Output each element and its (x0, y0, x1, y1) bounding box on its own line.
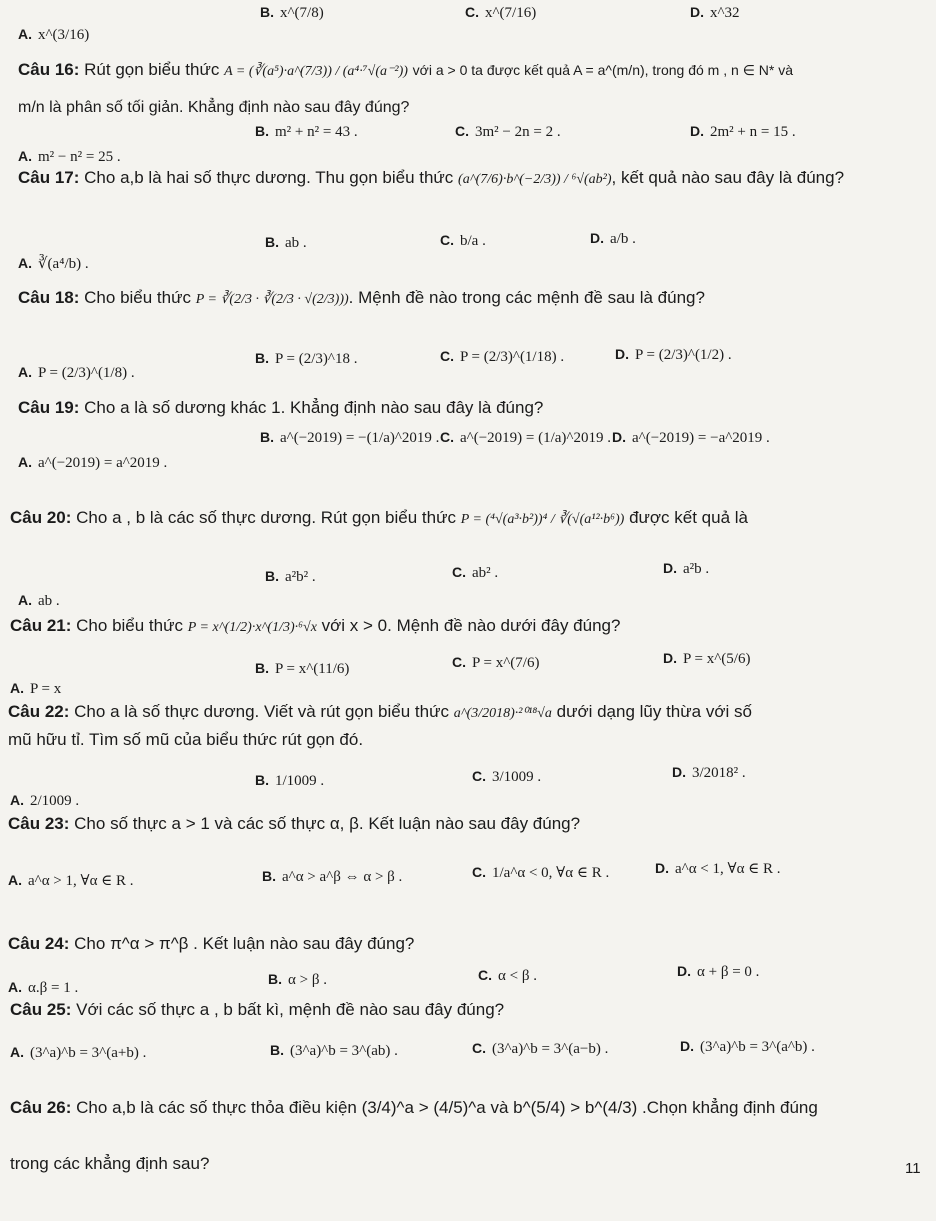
q23-stem (8, 814, 580, 834)
q22-continuation: mũ hữu tỉ. Tìm số mũ của biểu thức rút gọn đó. (8, 730, 364, 749)
q18-text: Cho biểu thức (84, 288, 191, 307)
q17-option-d[interactable]: D. a/b . (590, 230, 636, 247)
q20-stem (10, 508, 748, 530)
q24-text: Cho π^α > π^β . Kết luận nào sau đây đúng? (74, 934, 415, 953)
q26-text: Cho a,b là các số thực thỏa điều kiện (3/4)^a > (4/5)^a và b^(5/4) > b^(4/3) .Chọn khẳng định đúng (76, 1098, 818, 1117)
q19-stem (18, 398, 543, 418)
q25-option-b[interactable]: B. (3^a)^b = 3^(ab) . (270, 1042, 398, 1059)
q23-option-b[interactable]: B. a^α > a^β ⇔ α > β . (262, 868, 403, 885)
q17-option-a[interactable]: A. ∛(a⁴/b) . (18, 255, 89, 272)
q26-label: Câu 26: (10, 1098, 72, 1117)
q17-option-c[interactable]: C. b/a . (440, 232, 486, 249)
q22-text: Cho a là số thực dương. Viết và rút gọn biểu thức (74, 702, 449, 721)
q22-option-c[interactable]: C. 3/1009 . (472, 768, 542, 785)
q15-option-b[interactable]: B. x^(7/8) (260, 4, 324, 21)
q18-option-b[interactable]: B. P = (2/3)^18 . (255, 350, 358, 367)
q18-formula: P = ∛(2/3 · ∛(2/3 · √(2/3))) (195, 292, 349, 307)
q18-option-c[interactable]: C. P = (2/3)^(1/18) . (440, 348, 565, 365)
q17-formula: (a^(7/6)·b^(−2/3)) / ⁶√(ab²) (458, 172, 612, 187)
q24-option-d[interactable]: D. α + β = 0 . (677, 963, 760, 980)
q16-option-a[interactable]: A. m² − n² = 25 . (18, 148, 121, 165)
q25-option-c[interactable]: C. (3^a)^b = 3^(a−b) . (472, 1040, 609, 1057)
q23-label: Câu 23: (8, 814, 70, 833)
q21-option-b[interactable]: B. P = x^(11/6) (255, 660, 350, 677)
q23-option-a[interactable]: A. a^α > 1, ∀α ∈ R . (8, 872, 134, 889)
q24-label: Câu 24: (8, 934, 70, 953)
q25-option-a[interactable]: A. (3^a)^b = 3^(a+b) . (10, 1044, 147, 1061)
q25-label: Câu 25: (10, 1000, 72, 1019)
q24-stem (8, 934, 414, 954)
q23-text: Cho số thực a > 1 và các số thực α, β. Kết luận nào sau đây đúng? (74, 814, 581, 833)
q17-tail: , kết quả nào sau đây là đúng? (611, 168, 845, 187)
q15-option-d[interactable]: D. x^32 (690, 4, 740, 21)
q20-option-a[interactable]: A. ab . (18, 592, 60, 609)
q16-text: Rút gọn biểu thức (84, 60, 220, 79)
q15-option-a[interactable]: A. x^(3/16) (18, 26, 90, 43)
q18-option-a[interactable]: A. P = (2/3)^(1/8) . (18, 364, 135, 381)
q21-stem (10, 616, 620, 638)
q18-tail: . Mệnh đề nào trong các mệnh đề sau là đúng? (348, 288, 705, 307)
q22-stem (8, 702, 752, 724)
q22-formula: a^(3/2018)·²⁰¹⁸√a (453, 706, 552, 721)
q19-text: Cho a là số dương khác 1. Khẳng định nào sau đây là đúng? (84, 398, 544, 417)
q16-label: Câu 16: (18, 60, 80, 79)
q22-option-a[interactable]: A. 2/1009 . (10, 792, 80, 809)
q23-option-c[interactable]: C. 1/a^α < 0, ∀α ∈ R . (472, 864, 610, 881)
q17-text: Cho a,b là hai số thực dương. Thu gọn biểu thức (84, 168, 454, 187)
q19-option-d[interactable]: D. a^(−2019) = −a^2019 . (612, 429, 770, 446)
q20-option-b[interactable]: B. a²b² . (265, 568, 316, 585)
q19-option-a[interactable]: A. a^(−2019) = a^2019 . (18, 454, 168, 471)
q22-label: Câu 22: (8, 702, 70, 721)
q18-option-d[interactable]: D. P = (2/3)^(1/2) . (615, 346, 732, 363)
q24-option-b[interactable]: B. α > β . (268, 971, 327, 988)
q24-option-c[interactable]: C. α < β . (478, 967, 537, 984)
q21-tail: với x > 0. Mệnh đề nào dưới đây đúng? (321, 616, 621, 635)
q16-stem (18, 60, 793, 82)
q21-text: Cho biểu thức (76, 616, 183, 635)
q16-continuation: m/n là phân số tối giản. Khẳng định nào sau đây đúng? (18, 99, 410, 116)
q18-stem (18, 288, 705, 310)
q16-option-d[interactable]: D. 2m² + n = 15 . (690, 123, 796, 140)
page-number: 11 (905, 1160, 921, 1177)
q16-option-b[interactable]: B. m² + n² = 43 . (255, 123, 358, 140)
q17-label: Câu 17: (18, 168, 80, 187)
q18-label: Câu 18: (18, 288, 80, 307)
q15-option-c[interactable]: C. x^(7/16) (465, 4, 537, 21)
q20-label: Câu 20: (10, 508, 72, 527)
q21-formula: P = x^(1/2)·x^(1/3)·⁶√x (187, 620, 317, 635)
q19-option-c[interactable]: C. a^(−2019) = (1/a)^2019 . (440, 429, 611, 446)
q20-formula: P = (⁴√(a³·b²))⁴ / ∛(√(a¹²·b⁶)) (460, 512, 625, 527)
q26-continuation: trong các khẳng định sau? (10, 1154, 210, 1173)
q20-option-d[interactable]: D. a²b . (663, 560, 710, 577)
q20-tail: được kết quả là (629, 508, 749, 527)
q19-option-b[interactable]: B. a^(−2019) = −(1/a)^2019 . (260, 429, 440, 446)
q22-option-b[interactable]: B. 1/1009 . (255, 772, 325, 789)
q21-option-c[interactable]: C. P = x^(7/6) (452, 654, 540, 671)
q25-stem (10, 1000, 504, 1020)
q25-option-d[interactable]: D. (3^a)^b = 3^(a^b) . (680, 1038, 815, 1055)
q25-text: Với các số thực a , b bất kì, mệnh đề nào sau đây đúng? (76, 1000, 505, 1019)
q22-option-d[interactable]: D. 3/2018² . (672, 764, 746, 781)
q24-option-a[interactable]: A. α.β = 1 . (8, 979, 79, 996)
q21-option-d[interactable]: D. P = x^(5/6) (663, 650, 751, 667)
q19-label: Câu 19: (18, 398, 80, 417)
q23-option-d[interactable]: D. a^α < 1, ∀α ∈ R . (655, 860, 781, 877)
q22-tail: dưới dạng lũy thừa với số (556, 702, 752, 721)
q17-stem (18, 168, 844, 190)
q21-option-a[interactable]: A. P = x (10, 680, 62, 697)
q17-option-b[interactable]: B. ab . (265, 234, 307, 251)
q21-label: Câu 21: (10, 616, 72, 635)
q16-cond: với a > 0 ta được kết quả A = a^(m/n), trong đó m , n ∈ N* và (412, 62, 794, 78)
q16-option-c[interactable]: C. 3m² − 2n = 2 . (455, 123, 561, 140)
q26-stem (10, 1098, 818, 1118)
q20-option-c[interactable]: C. ab² . (452, 564, 499, 581)
q20-text: Cho a , b là các số thực dương. Rút gọn biểu thức (76, 508, 456, 527)
q16-formula: A = (∛(a⁵)·a^(7/3)) / (a⁴·⁷√(a⁻²)) (224, 64, 408, 79)
